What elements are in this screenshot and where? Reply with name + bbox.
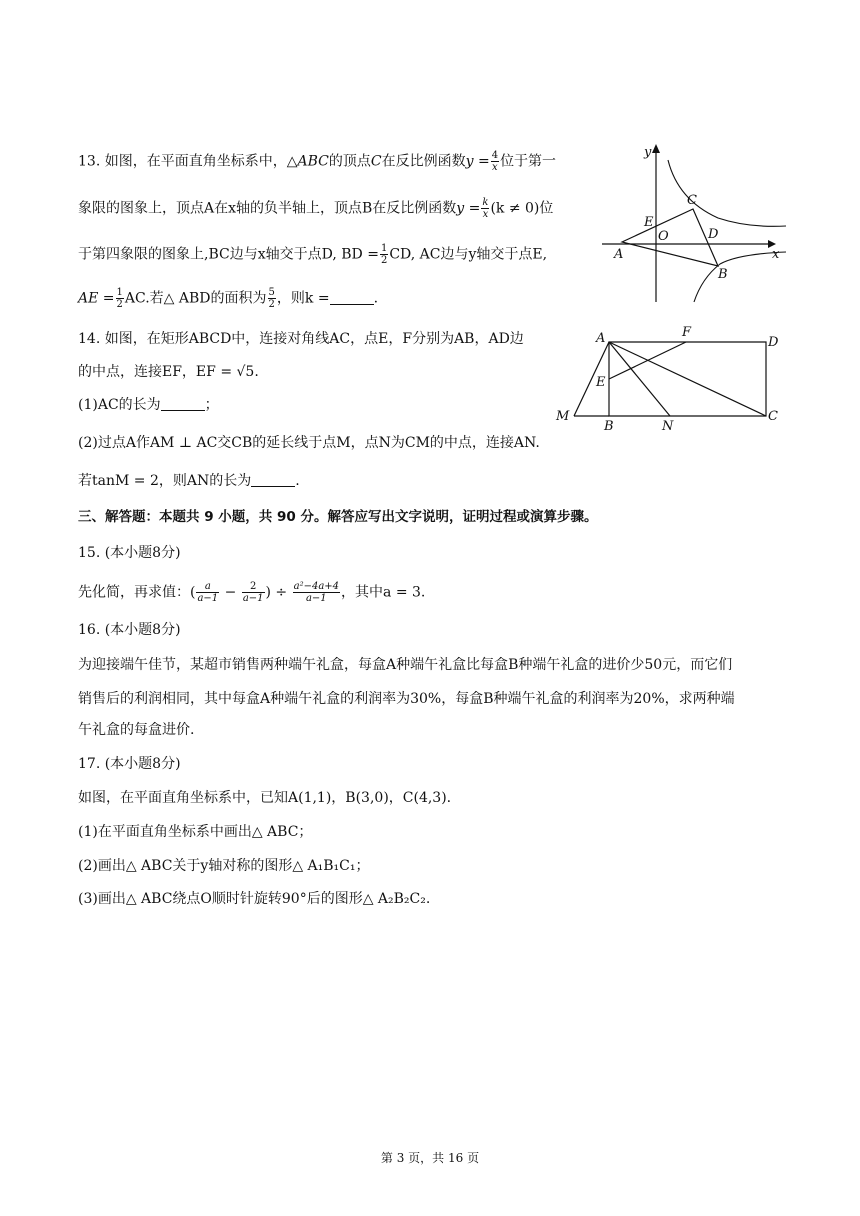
numerator: k — [482, 197, 489, 208]
q13-text: . — [373, 290, 379, 307]
fraction — [116, 287, 124, 310]
q16-heading: 16. (本小题8分) — [78, 622, 181, 638]
label-a: A — [614, 247, 624, 262]
label-n: N — [662, 419, 674, 434]
q13-text: 象限的图象上，顶点A在x轴的负半轴上，顶点B在反比例函数 — [78, 200, 457, 217]
q13-line4 — [78, 287, 378, 310]
fraction — [380, 243, 388, 266]
numerator: 1 — [380, 243, 388, 254]
numerator: a — [196, 581, 219, 593]
page-footer: 第 3 页，共 16 页 — [380, 1151, 480, 1165]
q15-text: 先化简，再求值：( — [78, 584, 196, 601]
label-d: D — [768, 335, 779, 350]
q14-text: 若tanM = 2，则AN的长为 — [78, 473, 252, 489]
segment-ac — [609, 342, 766, 416]
q13-text: 于第四象限的图象上,BC边与x轴交于点D, BD = — [78, 246, 379, 263]
denominator: 2 — [268, 299, 275, 310]
answer-blank[interactable] — [330, 290, 374, 305]
q14-text: . — [295, 473, 300, 489]
q14-line3 — [78, 395, 219, 415]
numerator: 5 — [268, 287, 275, 298]
q13-text: 位于第一 — [500, 153, 557, 170]
q14-text: ； — [204, 397, 219, 413]
q14-line4 — [78, 433, 540, 453]
label-e: E — [596, 375, 606, 390]
fraction — [293, 581, 340, 604]
label-a: A — [596, 331, 606, 346]
q13-text: ，则k = — [276, 290, 330, 307]
q13-text: (k ≠ 0)位 — [490, 200, 554, 217]
q13-text: AE = — [78, 290, 115, 307]
q13-line2 — [78, 197, 553, 220]
y-axis-arrow-icon — [652, 144, 660, 153]
q14-text: 的中点，连接EF，EF = √5. — [78, 364, 259, 380]
q15-text: − — [220, 584, 241, 601]
answer-blank[interactable] — [251, 472, 295, 487]
answer-blank[interactable] — [161, 396, 205, 411]
hyperbola-first-quadrant — [668, 160, 786, 226]
q17-line4: (3)画出△ ABC绕点O顺时针旋转90°后的图形△ A₂B₂C₂. — [78, 891, 431, 907]
q17-line2: (1)在平面直角坐标系中画出△ ABC； — [78, 824, 313, 840]
q13-text: y = — [465, 153, 490, 170]
q13-text: CD, AC边与y轴交于点E, — [389, 246, 548, 263]
q17-line1: 如图，在平面直角坐标系中，已知A(1,1)，B(3,0)，C(4,3). — [78, 790, 452, 806]
q13-text: 的顶点 — [328, 153, 371, 170]
label-o: O — [658, 229, 669, 244]
q13-figure — [598, 140, 788, 306]
q13-line3 — [78, 243, 547, 266]
denominator: x — [482, 209, 489, 220]
section-3-heading: 三、解答题：本题共 9 小题，共 90 分。解答应写出文字说明，证明过程或演算步骤。 — [78, 509, 598, 525]
q13-text: C — [370, 153, 382, 170]
label-m: M — [556, 409, 570, 424]
denominator: 2 — [116, 299, 123, 310]
denominator: a−1 — [197, 593, 219, 604]
q16-line1: 为迎接端午佳节，某超市销售两种端午礼盒，每盒A种端午礼盒比每盒B种端午礼盒的进价少50元，而它们 — [78, 657, 733, 673]
numerator: 1 — [116, 287, 123, 298]
q13-text: ABC — [297, 153, 329, 170]
q17-heading: 17. (本小题8分) — [78, 756, 181, 772]
q13-text: AC.若△ ABD的面积为 — [124, 290, 267, 307]
q15-text: ) ÷ — [265, 584, 292, 601]
label-b: B — [718, 267, 728, 282]
q13-text: y = — [456, 200, 481, 217]
fraction — [196, 581, 219, 604]
label-y: y — [644, 145, 652, 160]
denominator: 2 — [380, 255, 388, 266]
label-c: C — [768, 409, 778, 424]
numerator: 4 — [491, 150, 499, 161]
q14-line5 — [78, 471, 300, 491]
denominator: x — [492, 162, 498, 173]
q13-text: 13. 如图，在平面直角坐标系中， — [78, 153, 287, 170]
denominator: a−1 — [305, 593, 327, 604]
q13-text: △ — [286, 153, 298, 170]
fraction — [242, 581, 265, 604]
label-d: D — [708, 227, 719, 242]
segment-an — [609, 342, 670, 416]
fraction — [268, 287, 276, 310]
q16-line3: 午礼盒的每盒进价. — [78, 722, 195, 738]
q14-text: 14. 如图，在矩形ABCD中，连接对角线AC，点E，F分别为AB，AD边 — [78, 331, 524, 347]
q14-text: (2)过点A作AM ⊥ AC交CB的延长线于点M，点N为CM的中点，连接AN. — [78, 435, 540, 451]
q15-body — [78, 581, 425, 604]
label-e: E — [644, 215, 654, 230]
q13-line1 — [78, 150, 556, 173]
q15-text: ，其中a = 3. — [341, 584, 426, 601]
fraction — [491, 150, 499, 173]
q13-text: 在反比例函数 — [381, 153, 466, 170]
fraction — [481, 197, 489, 220]
q14-figure — [552, 322, 788, 434]
triangle-abc — [622, 209, 718, 266]
q14-line2 — [78, 362, 259, 382]
denominator: a−1 — [242, 593, 264, 604]
q14-text: (1)AC的长为 — [78, 397, 161, 413]
label-c: C — [687, 193, 697, 208]
q14-line1 — [78, 329, 524, 349]
label-x: x — [772, 247, 780, 262]
label-f: F — [682, 325, 692, 340]
q16-line2: 销售后的利润相同，其中每盒A种端午礼盒的利润率为30%，每盒B种端午礼盒的利润率为20%，求两种端 — [78, 691, 735, 707]
q15-heading: 15. (本小题8分) — [78, 545, 181, 561]
q17-line3: (2)画出△ ABC关于y轴对称的图形△ A₁B₁C₁； — [78, 858, 370, 874]
numerator: a²−4a+4 — [293, 581, 340, 592]
numerator: 2 — [242, 581, 265, 593]
label-b: B — [604, 419, 614, 434]
